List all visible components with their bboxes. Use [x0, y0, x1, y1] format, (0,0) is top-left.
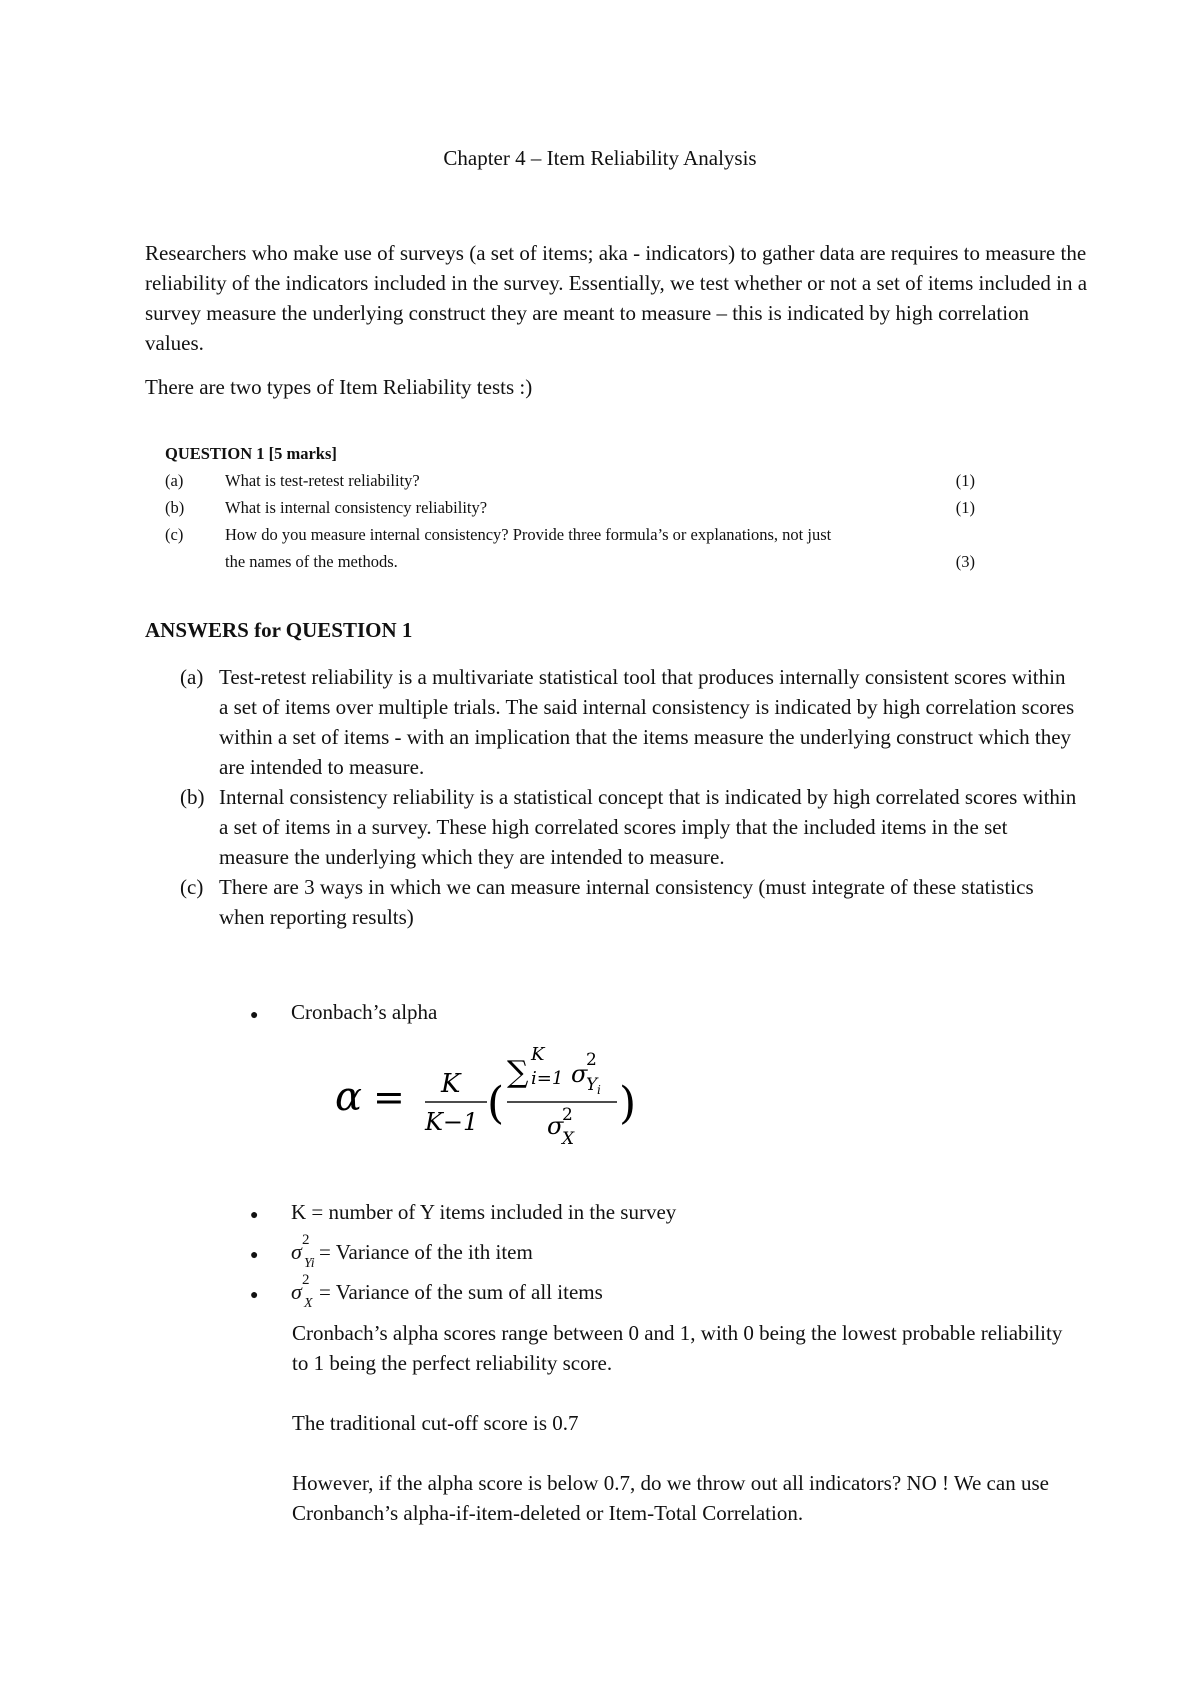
answer-item: [180, 782, 1080, 872]
list-item: [250, 1194, 1070, 1234]
sigma-exponent: 2: [302, 1272, 310, 1288]
intro-paragraph-2: There are two types of Item Reliability tests :): [145, 375, 533, 399]
formula-sub-x: X: [562, 1129, 575, 1149]
sigma-subscript: Yi: [304, 1256, 315, 1271]
method-list: [250, 1000, 1070, 1025]
bullet-icon: ●: [250, 1008, 259, 1023]
answer-text: There are 3 ways in which we can measure internal consistency (must integrate of these statistics when reporting results): [219, 875, 1034, 929]
answers-heading: ANSWERS for QUESTION 1: [145, 618, 413, 642]
question-text: What is test-retest reliability?: [225, 471, 420, 490]
method-name: Cronbach’s alpha: [291, 1000, 438, 1024]
answer-item: [180, 662, 1080, 782]
answer-text: Internal consistency reliability is a statistical concept that is indicated by high correlated scores within a set of items in a survey. These high correlated scores imply that the included items in the set measure the underlying which they are intended to measure.: [219, 785, 1077, 869]
formula-sum-upper: K: [531, 1044, 545, 1065]
cronbach-alpha-formula: [335, 1038, 675, 1158]
question-letter: (b): [165, 498, 185, 517]
question-letter: (c): [165, 525, 184, 544]
formula-exponent: 2: [562, 1105, 573, 1125]
answer-letter: (a): [180, 665, 204, 689]
definition-text: = Variance of the sum of all items: [319, 1280, 603, 1304]
question-marks: (1): [955, 471, 975, 490]
formula-close-paren: ): [619, 1078, 637, 1129]
question-text: the names of the methods.: [225, 552, 398, 571]
answer-item: [180, 872, 1080, 932]
answer-list: [180, 662, 1080, 932]
definition-list: [250, 1194, 1070, 1314]
followup-paragraph: However, if the alpha score is below 0.7, do we throw out all indicators? NO ! We can use Cronbanch’s alpha-if-item-deleted or Item-Total Correlation.: [292, 1471, 1049, 1525]
formula-open-paren: (: [487, 1078, 505, 1129]
question-item: [165, 494, 975, 521]
sigma-glyph: σ: [291, 1279, 302, 1304]
question-letter: (a): [165, 471, 184, 490]
formula-numerator: K: [441, 1069, 461, 1099]
formula-sigma-y: σ: [571, 1060, 588, 1088]
question-item: [165, 467, 975, 494]
answer-text: Test-retest reliability is a multivariate statistical tool that produces internally consistent scores within a set of items over multiple trials. The said internal consistency is indicated by high correlation scores within a set of items - with an implication that the items measure the underlying construct which they are intended to measure.: [219, 665, 1075, 779]
list-item: [250, 1234, 1070, 1274]
question-item-continuation: [165, 548, 975, 575]
list-item: [250, 1000, 1070, 1025]
formula-alpha: α: [335, 1074, 363, 1120]
sigma-exponent: 2: [302, 1232, 310, 1248]
definition-text: K = number of Y items included in the survey: [291, 1200, 677, 1224]
formula-sum-icon: ∑: [507, 1055, 529, 1090]
sigma-subscript: X: [304, 1296, 313, 1311]
sigma-symbol: [291, 1232, 317, 1271]
question-box: [165, 440, 975, 575]
page-title: Chapter 4 – Item Reliability Analysis: [443, 146, 757, 170]
question-marks: (1): [955, 498, 975, 517]
question-heading: QUESTION 1 [5 marks]: [165, 444, 337, 463]
sigma-symbol: [291, 1272, 317, 1311]
question-marks: (3): [955, 552, 975, 571]
formula-equals: =: [373, 1075, 405, 1119]
question-item: [165, 521, 975, 548]
formula-sigma-x: σ: [547, 1112, 564, 1140]
intro-paragraph: Researchers who make use of surveys (a set of items; aka - indicators) to gather data are requires to measure the reliability of the indicators included in the survey. Essentially, we test whether or not a set of items included in a survey measure the underlying construct they are meant to measure – this is indicated by high correlation values.: [145, 241, 1088, 355]
formula-sub-index: i: [597, 1083, 601, 1097]
answer-letter: (c): [180, 875, 204, 899]
answer-letter: (b): [180, 785, 205, 809]
question-text: What is internal consistency reliability?: [225, 498, 488, 517]
bullet-icon: ●: [250, 1208, 259, 1223]
range-paragraph: Cronbach’s alpha scores range between 0 and 1, with 0 being the lowest probable reliability to 1 being the perfect reliability score.: [292, 1321, 1063, 1375]
cutoff-paragraph: The traditional cut-off score is 0.7: [292, 1411, 579, 1435]
question-text: How do you measure internal consistency? Provide three formula’s or explanations, not just: [225, 525, 832, 544]
formula-sum-lower: i=1: [531, 1068, 564, 1089]
formula-sub-y: Y: [586, 1075, 598, 1095]
formula-exponent: 2: [586, 1050, 597, 1070]
sigma-glyph: σ: [291, 1239, 302, 1264]
formula-denominator: K−1: [425, 1108, 479, 1136]
bullet-icon: ●: [250, 1288, 259, 1303]
definition-text: = Variance of the ith item: [319, 1240, 533, 1264]
bullet-icon: ●: [250, 1248, 259, 1263]
list-item: [250, 1274, 1070, 1314]
